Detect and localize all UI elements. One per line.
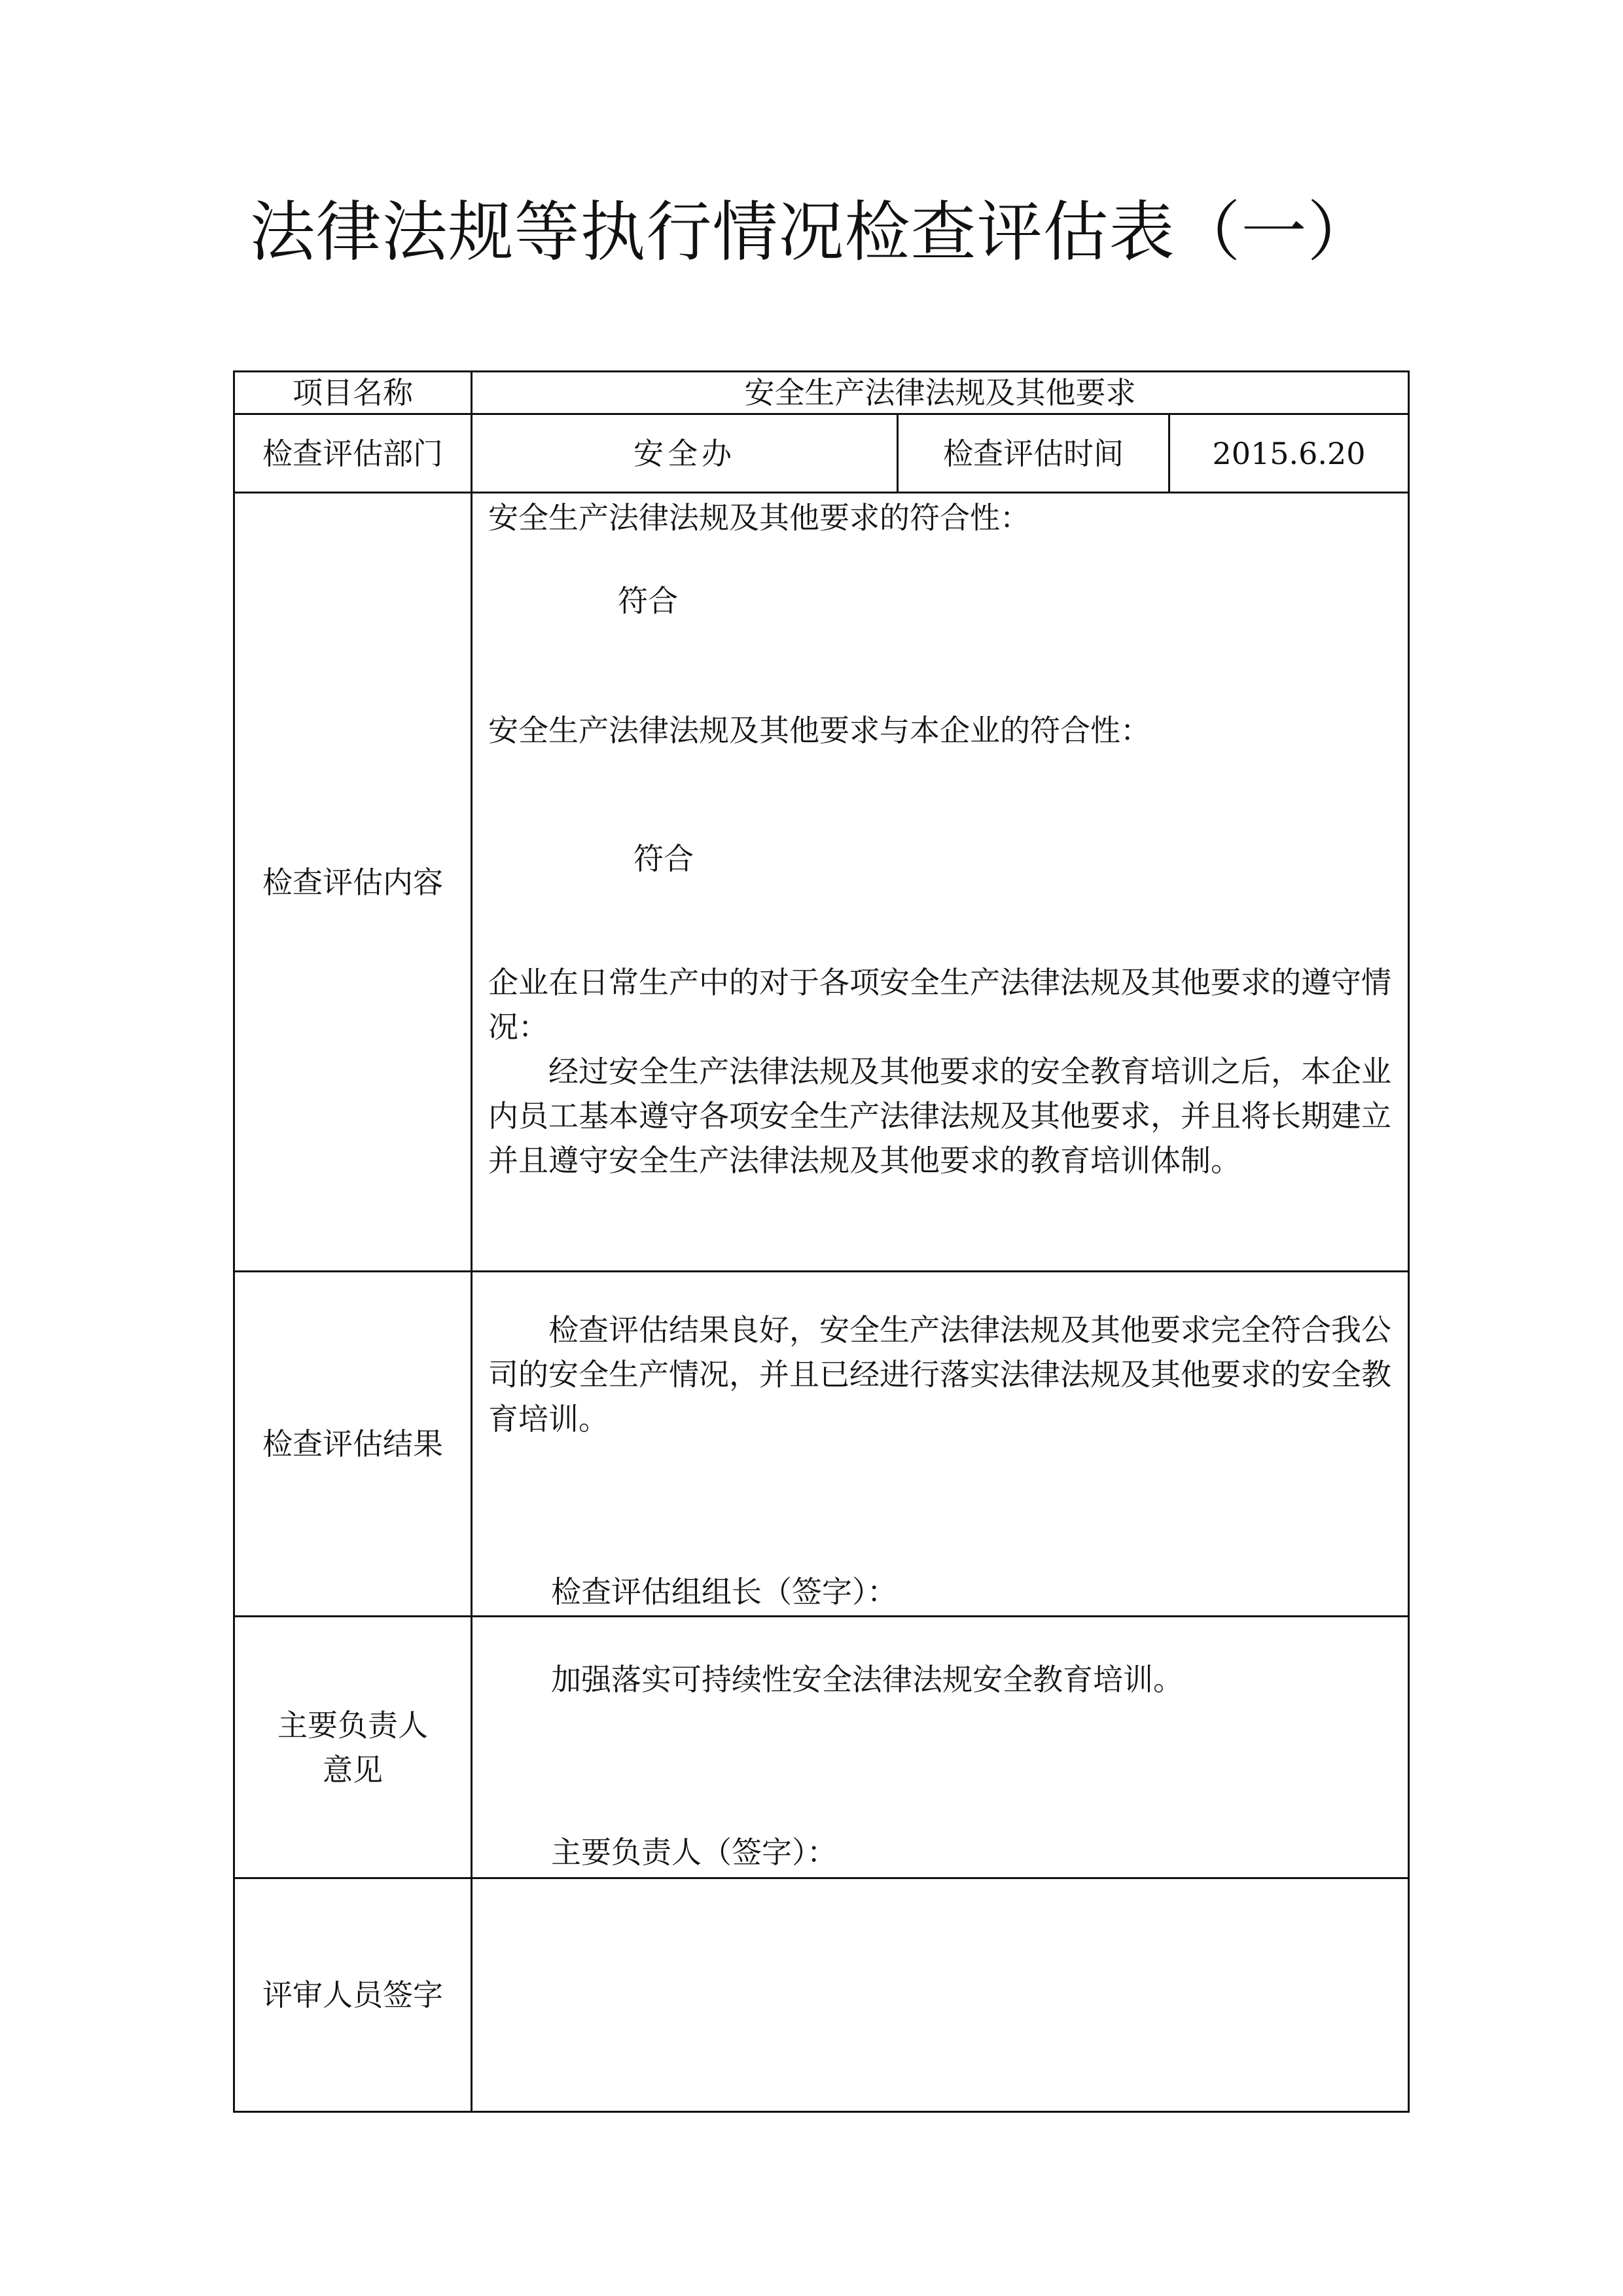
reviewer-signature-label: 评审人员签字 xyxy=(262,1977,443,2013)
content-question-1: 安全生产法律法规及其他要求的符合性： xyxy=(488,500,1030,535)
project-name-label: 项目名称 xyxy=(293,375,413,410)
opinion-label-line1: 主要负责人 xyxy=(277,1707,428,1743)
content-label: 检查评估内容 xyxy=(262,864,443,900)
opinion-label-line2: 意见 xyxy=(323,1751,383,1787)
content-answer-3: 经过安全生产法律法规及其他要求的安全教育培训之后，本企业内员工基本遵守各项安全生产法律法规及其他要求，并且将长期建立并且遵守安全生产法律法规及其他要求的教育培训体制。 xyxy=(488,1054,1391,1178)
opinion-signature-line: 主要负责人（签字）： xyxy=(551,1835,837,1870)
reviewer-signature-field[interactable] xyxy=(473,1879,1408,2111)
page-title: 法律法规等执行情况检查评估表（一） xyxy=(249,194,1374,270)
opinion-text: 加强落实可持续性安全法律法规安全教育培训。 xyxy=(551,1662,1183,1697)
department-value: 安全办 xyxy=(633,435,736,471)
result-text: 检查评估结果良好，安全生产法律法规及其他要求完全符合我公司的安全生产情况，并且已经进行落实法律法规及其他要求的安全教育培训。 xyxy=(488,1312,1391,1437)
result-label: 检查评估结果 xyxy=(262,1426,443,1462)
column-divider xyxy=(471,370,473,2113)
assessment-time-label: 检查评估时间 xyxy=(943,435,1124,471)
result-signature-line: 检查评估组组长（签字）： xyxy=(551,1574,897,1609)
content-question-2: 安全生产法律法规及其他要求与本企业的符合性： xyxy=(488,713,1150,748)
content-answer-2: 符合 xyxy=(633,841,694,876)
content-answer-1: 符合 xyxy=(618,583,678,619)
department-label: 检查评估部门 xyxy=(262,435,443,471)
project-name-value: 安全生产法律法规及其他要求 xyxy=(744,375,1136,410)
assessment-time-value: 2015.6.20 xyxy=(1212,435,1366,471)
opinion-label xyxy=(235,1617,471,1877)
content-question-3: 企业在日常生产中的对于各项安全生产法律法规及其他要求的遵守情况： xyxy=(488,965,1391,1045)
